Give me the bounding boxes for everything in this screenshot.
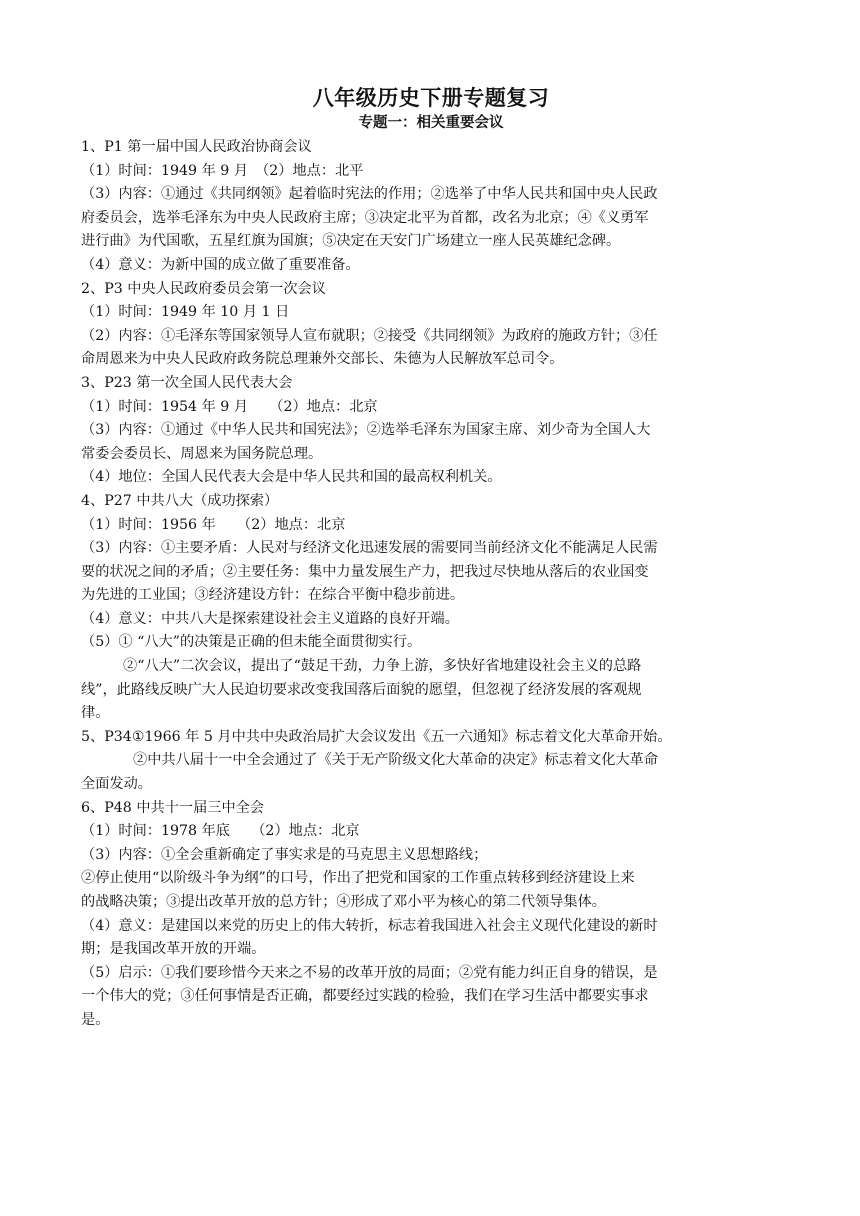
heading-2: 2、P3 中央人民政府委员会第一次会议	[81, 280, 326, 297]
text-line: （1）时间：1949 年 9 月 （2）地点：北平	[81, 162, 364, 179]
text-line: 是。	[81, 1011, 110, 1028]
text-line: （1）时间：1949 年 10 月 1 日	[81, 304, 290, 321]
text-line: 要的状况之间的矛盾；②主要任务：集中力量发展生产力，把我过尽快地从落后的农业国变	[81, 563, 649, 580]
text-line: （1）时间：1978 年底 （2）地点：北京	[81, 823, 360, 840]
text-line: 进行曲》为代国歌，五星红旗为国旗；⑤决定在天安门广场建立一座人民英雄纪念碑。	[81, 233, 621, 250]
text-line: ②停止使用“以阶级斗争为纲”的口号，作出了把党和国家的工作重点转移到经济建设上来	[81, 870, 635, 887]
text-line: 线”，此路线反映广大人民迫切要求改变我国落后面貌的愿望，但忽视了经济发展的客观规	[81, 681, 642, 698]
text-line: （1）时间：1956 年 （2）地点：北京	[81, 516, 346, 533]
text-line: （3）内容：①主要矛盾：人民对与经济文化迅速发展的需要同当前经济文化不能满足人民需	[81, 540, 658, 557]
text-line: （4）地位：全国人民代表大会是中华人民共和国的最高权利机关。	[81, 469, 502, 486]
text-line: （3）内容：①通过《中华人民共和国宪法》；②选举毛泽东为国家主席、刘少奇为全国人大	[81, 422, 651, 439]
text-line: （5）① “八大”的决策是正确的但未能全面贯彻实行。	[81, 634, 422, 651]
text-line: 律。	[81, 705, 110, 722]
text-line: 命周恩来为中央人民政府政务院总理兼外交部长、朱德为人民解放军总司令。	[81, 351, 564, 368]
text-line: （4）意义：为新中国的成立做了重要准备。	[81, 256, 360, 273]
text-line: 为先进的工业国；③经济建设方针：在综合平衡中稳步前进。	[81, 587, 465, 604]
section-title: 专题一：相关重要会议	[358, 115, 504, 131]
document-body	[81, 84, 781, 1033]
text-line: （1）时间：1954 年 9 月 （2）地点：北京	[81, 398, 378, 415]
heading-1: 1、P1 第一届中国人民政治协商会议	[81, 139, 312, 155]
text-line: 一个伟大的党；③任何事情是否正确，都要经过实践的检验，我们在学习生活中都要实事求	[81, 988, 649, 1005]
text-line: （3）内容：①全会重新确定了事实求是的马克思主义思想路线；	[81, 846, 488, 863]
text-line: （4）意义：是建国以来党的历史上的伟大转折，标志着我国进入社会主义现代化建设的新时	[81, 917, 658, 934]
text-line: 的战略决策；③提出改革开放的总方针；④形成了邓小平为核心的第二代领导集体。	[81, 894, 606, 910]
text-line: 常委会委员长、周恩来为国务院总理。	[81, 445, 323, 462]
text-line: 期；是我国改革开放的开端。	[81, 941, 266, 958]
text-line: 府委员会，选举毛泽东为中央人民政府主席；③决定北平为首都，改名为北京；④《义勇军	[81, 209, 649, 226]
text-line: （3）内容：①通过《共同纲领》起着临时宪法的作用；②选举了中华人民共和国中央人民政	[81, 186, 658, 203]
heading-4: 4、P27 中共八大（成功探索）	[81, 492, 279, 509]
text-line: ②中共八届十一中全会通过了《关于无产阶级文化大革命的决定》标志着文化大革命	[133, 752, 658, 769]
heading-5: 5、P34①1966 年 5 月中共中央政治局扩大会议发出《五一六通知》标志着文化大革命开始。	[81, 728, 672, 745]
heading-6: 6、P48 中共十一届三中全会	[81, 799, 265, 816]
text-line: （2）内容：①毛泽东等国家领导人宣布就职；②接受《共同纲领》为政府的施政方针；③任	[81, 327, 658, 344]
text-line: （4）意义：中共八大是探索建设社会主义道路的良好开端。	[81, 610, 459, 627]
heading-3: 3、P23 第一次全国人民代表大会	[81, 374, 293, 391]
text-line: 全面发动。	[81, 776, 152, 793]
document-title: 八年级历史下册专题复习	[312, 86, 550, 110]
text-line: （5）启示：①我们要珍惜今天来之不易的改革开放的局面；②党有能力纠正自身的错误，是	[81, 964, 658, 981]
text-line: ②“八大”二次会议，提出了“鼓足干劲，力争上游，多快好省地建设社会主义的总路	[123, 658, 642, 675]
